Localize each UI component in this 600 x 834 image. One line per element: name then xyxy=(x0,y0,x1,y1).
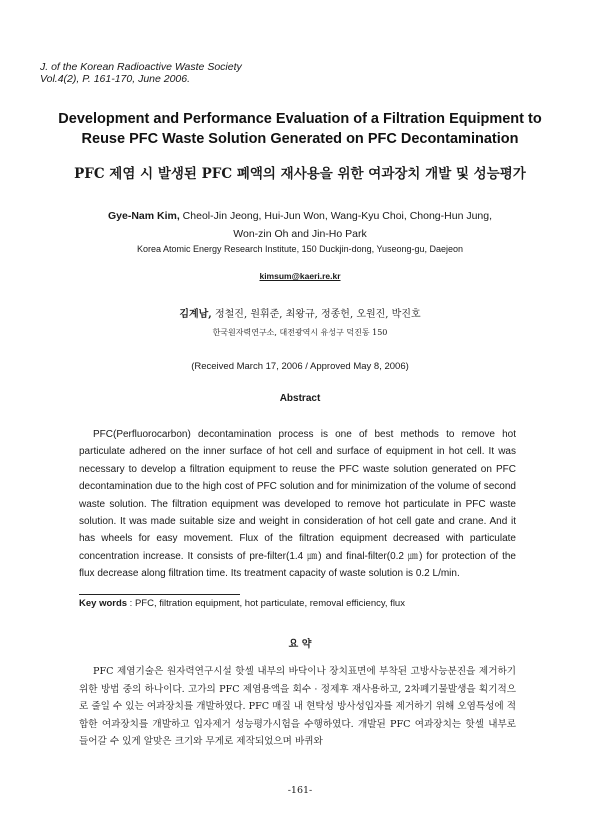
korean-author-list xyxy=(60,305,540,320)
keywords-list: : PFC, filtration equipment, hot particulate, removal efficiency, flux xyxy=(127,598,405,609)
korean-abstract-body xyxy=(79,663,516,751)
korean-co-authors: 정철진, 원휘준, 최왕규, 정종헌, 오원진, 박진호 xyxy=(211,309,421,320)
contact-email: kimsum@kaeri.re.kr xyxy=(259,271,341,281)
affiliation: Korea Atomic Energy Research Institute, 150 Duckjin-dong, Yuseong-gu, Daejeon xyxy=(136,244,464,254)
journal-name: J. of the Korean Radioactive Waste Society xyxy=(40,61,242,73)
page-number: -161- xyxy=(287,785,313,796)
keywords-divider xyxy=(79,594,240,595)
received-dates: (Received March 17, 2006 / Approved May 8, 2006) xyxy=(191,361,409,372)
korean-lead-author: 김계남, xyxy=(179,309,212,320)
korean-abstract-paragraph: PFC 제염기술은 원자력연구시설 핫셀 내부의 바닥이나 장치표면에 부착된 고방사능분진을 제거하기 위한 방법 중의 하나이다. 고가의 PFC 제염용액을 회수 · 정제후 재사용하고, 2차폐기물발생을 획기적으로 줄일 수 있는 여과장치를 개발하였다. PFC 매질 내 현탁성 방사성입자를 제거하기 위해 오염특성에 적합한 여과장치를 개발하고 입자제거 성능평가시험을 수행하였다. 개발된 PFC 여과장치는 핫셀 내부로 들어갈 수 있게 알맞은 크기와 무게로 제작되었으며 바퀴와 xyxy=(79,666,516,748)
journal-citation xyxy=(40,61,242,85)
author-line-2: Won-zin Oh and Jin-Ho Park xyxy=(233,228,367,240)
title-line-1: Development and Performance Evaluation of a Filtration Equipment to xyxy=(58,111,542,127)
title-line-2: Reuse PFC Waste Solution Generated on PFC Decontamination xyxy=(81,131,519,147)
lead-author: Gye-Nam Kim, xyxy=(107,210,180,222)
korean-affiliation: 한국원자력연구소, 대전광역시 유성구 덕진동 150 xyxy=(212,328,388,337)
journal-volume: Vol.4(2), P. 161-170, June 2006. xyxy=(40,73,191,85)
korean-title: PFC 제염 시 발생된 PFC 폐액의 재사용을 위한 여과장치 개발 및 성능평가 xyxy=(74,166,526,182)
keywords xyxy=(79,598,405,609)
paper-title xyxy=(40,109,560,149)
co-authors: Cheol-Jin Jeong, Hui-Jun Won, Wang-Kyu Choi, Chong-Hun Jung, xyxy=(179,210,493,222)
author-list xyxy=(60,207,540,243)
keywords-label: Key words xyxy=(79,598,128,609)
abstract-heading: Abstract xyxy=(279,393,321,404)
korean-abstract-heading: 요 약 xyxy=(288,639,312,650)
abstract-paragraph: PFC(Perfluorocarbon) decontamination process is one of best methods to remove hot particulate adhered on the inner surface of hot cell and surface of equipment in hot cell. It was necessary to develop a filtration equipment to reuse the PFC waste solution generated on PFC decontamination due to the high cost of PFC solution and for minimization of the volume of second waste solution. The filtration equipment was developed to remove hot particulate in PFC waste solution. It was made suitable size and weight in consideration of hot cell gate and crane. And it has wheels for easy movement. Flux of the filtration equipment decreased with particulate concentration increase. It consists of pre-filter(1.4 ㎛) and final-filter(0.2 ㎛) for protection of the flux decrease along filtration time. Its treatment capacity of waste solution is 0.2 L/min. xyxy=(79,429,516,580)
author-line-1 xyxy=(60,207,540,225)
abstract-body xyxy=(79,426,516,583)
